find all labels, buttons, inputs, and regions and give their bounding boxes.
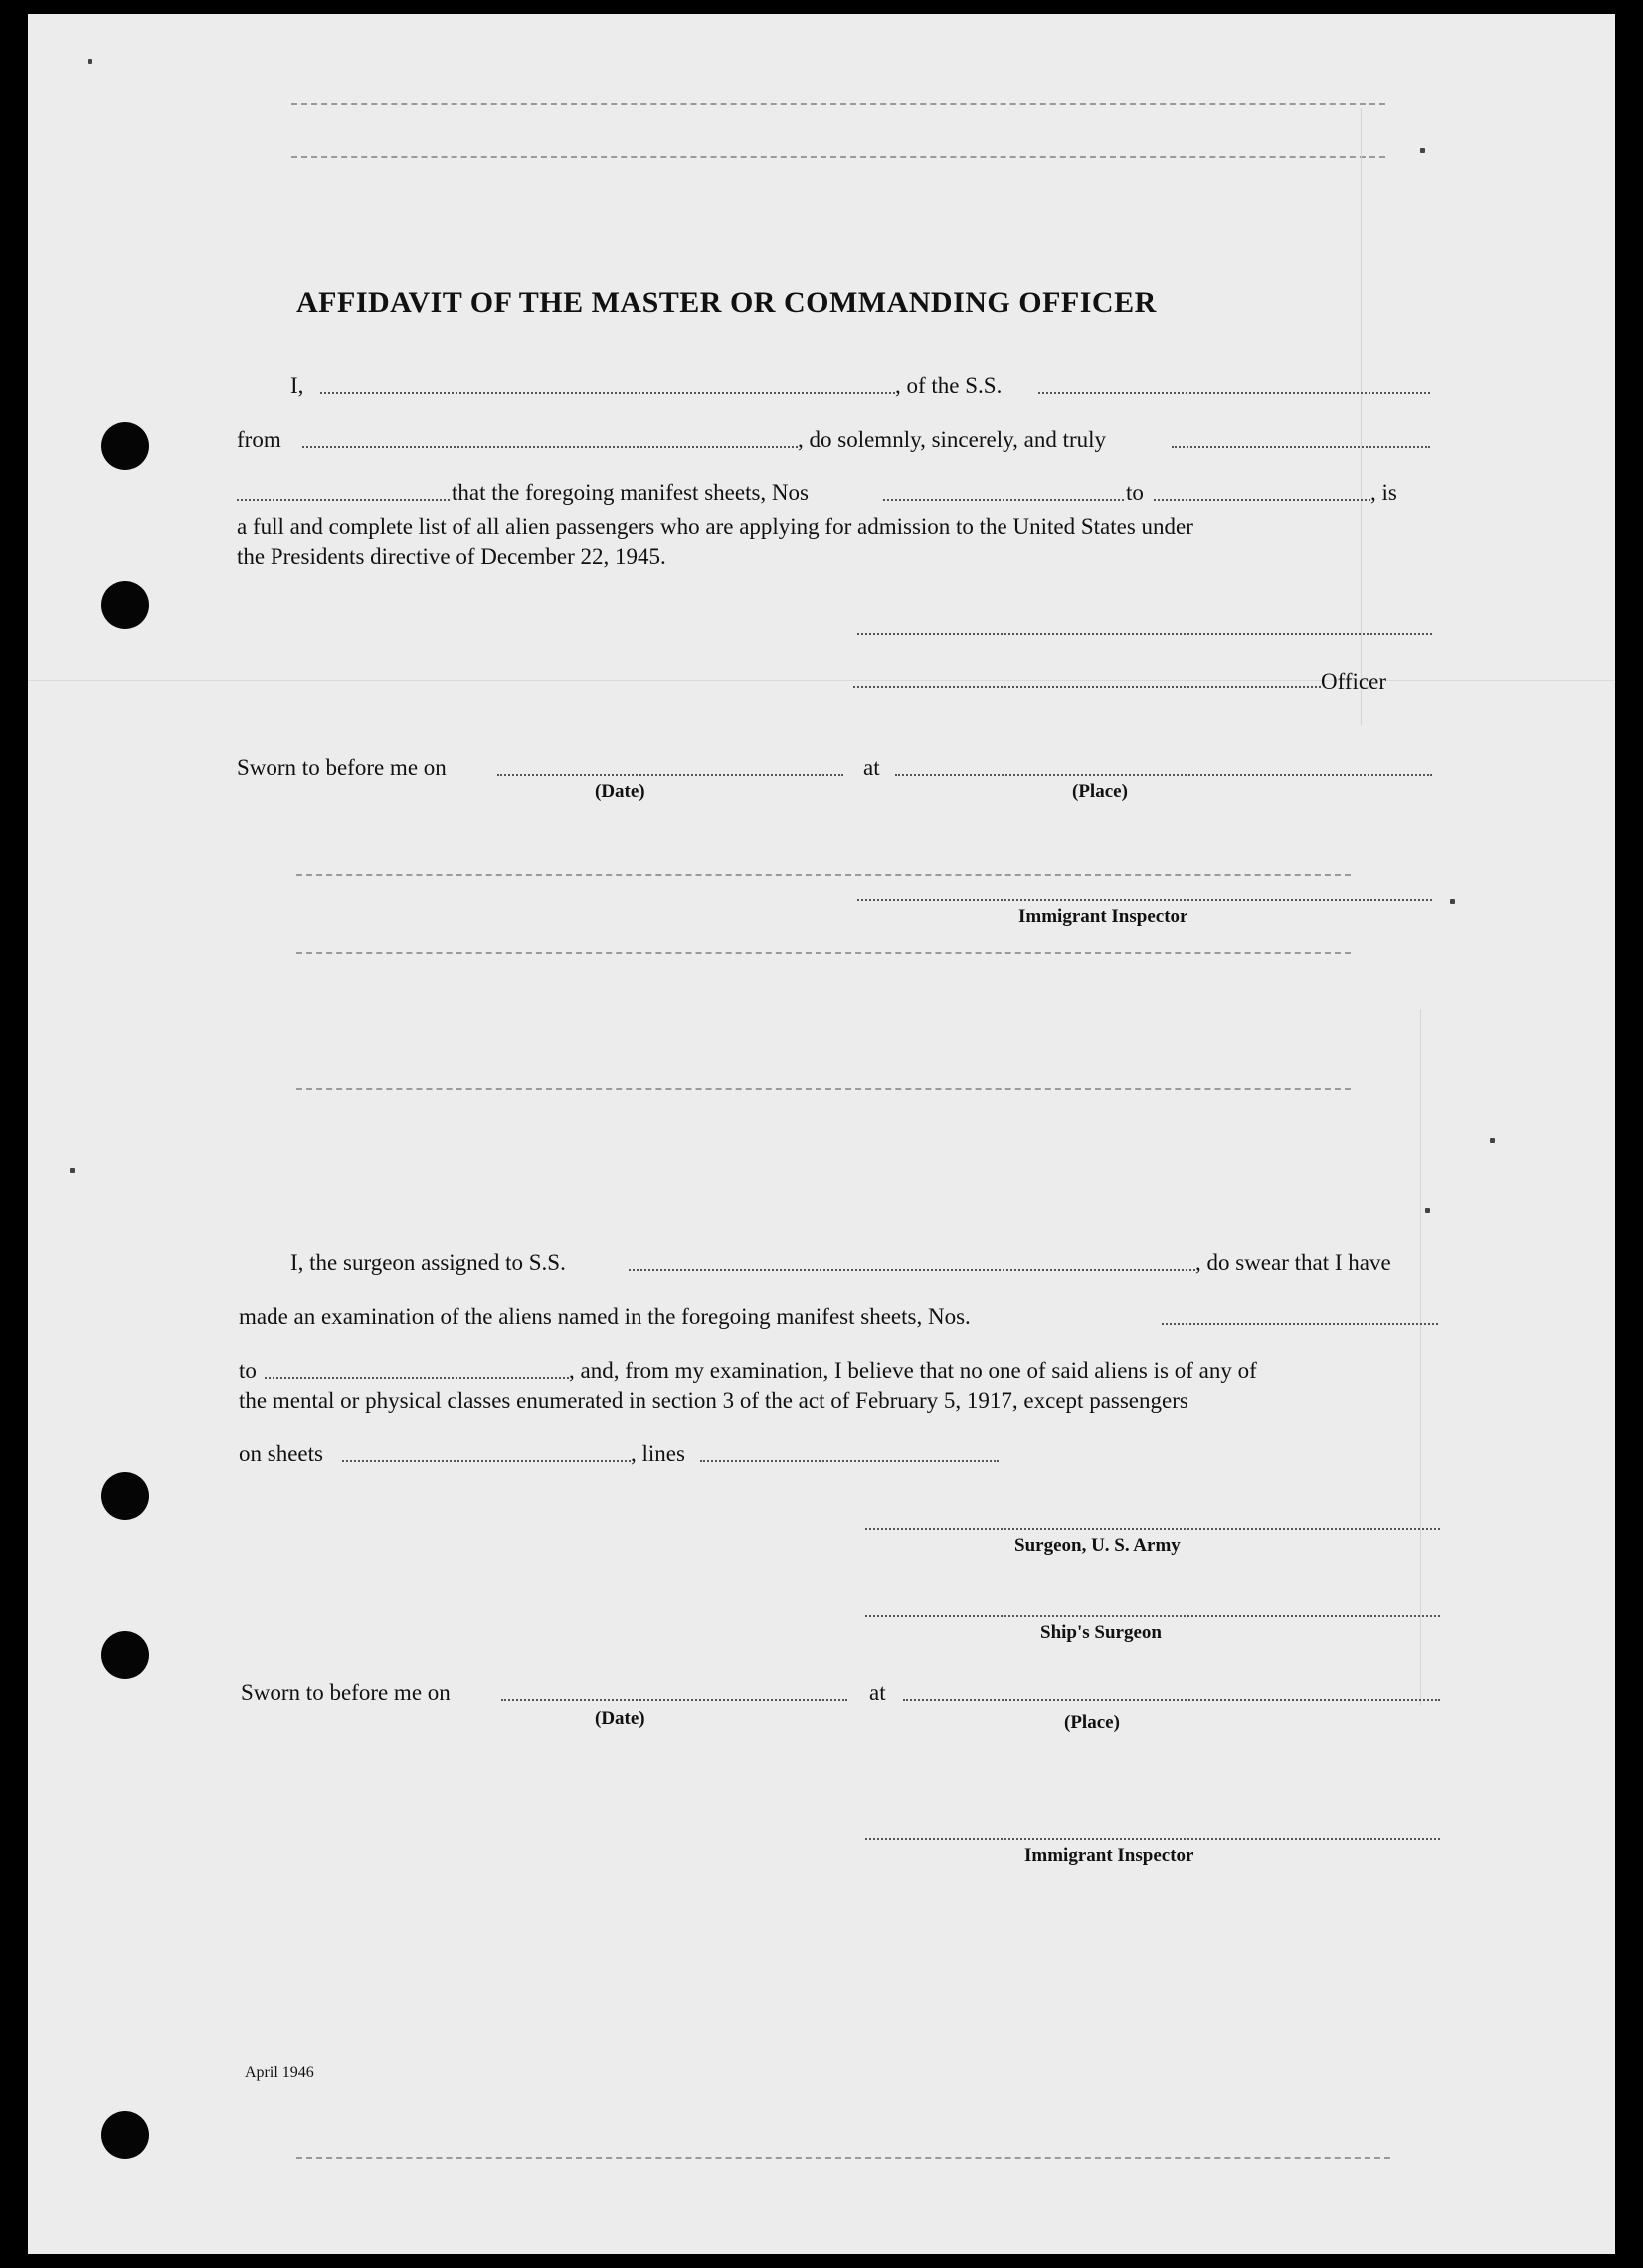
officer-label: Officer (1321, 669, 1386, 694)
surgeon-belief-line: , and, from my examination, I believe that no one of said aliens is of any of (569, 1358, 1257, 1383)
bleed-rule (296, 952, 1351, 954)
surgeon-sheets-field[interactable] (342, 1460, 631, 1462)
master-sheet-from-field[interactable] (883, 499, 1124, 501)
surgeon-date-caption: (Date) (595, 1708, 645, 1729)
surgeon-place-caption: (Place) (1064, 1712, 1120, 1733)
master-from-label: from (237, 427, 281, 452)
master-sworn-date-field[interactable] (497, 774, 843, 776)
bleed-rule (296, 2157, 1390, 2159)
master-ship-field[interactable] (1038, 392, 1430, 394)
army-surgeon-caption: Surgeon, U. S. Army (1014, 1535, 1181, 1556)
master-place-caption: (Place) (1072, 781, 1128, 802)
form-edition-date: April 1946 (245, 2064, 314, 2081)
officer-signature-field-2[interactable] (853, 686, 1321, 688)
master-sworn-place-field[interactable] (895, 774, 1432, 776)
form-title: AFFIDAVIT OF THE MASTER OR COMMANDING OFFICER (296, 286, 1157, 319)
speck (70, 1168, 75, 1173)
surgeon-lines-label: , lines (631, 1441, 685, 1466)
surgeon-sworn-date-field[interactable] (501, 1699, 847, 1701)
master-directive-line: the Presidents directive of December 22, 1945. (237, 544, 666, 569)
surgeon-exam-label: made an examination of the aliens named in the foregoing manifest sheets, Nos. (239, 1304, 971, 1329)
surgeon-swear-label: , do swear that I have (1195, 1250, 1391, 1275)
bleed-column (1420, 1009, 1421, 1705)
surgeon-sworn-label: Sworn to before me on (241, 1680, 451, 1705)
ships-surgeon-signature-field[interactable] (865, 1615, 1440, 1617)
punch-hole (101, 422, 149, 470)
master-oath-field[interactable] (1172, 446, 1430, 448)
master-sheet-to-field[interactable] (1154, 499, 1370, 501)
punch-hole (101, 581, 149, 629)
master-sworn-label: Sworn to before me on (237, 755, 447, 780)
master-to-label: to (1126, 480, 1144, 505)
officer-signature-field-1[interactable] (857, 633, 1432, 635)
surgeon-sheets-label: on sheets (239, 1441, 323, 1466)
speck (1450, 899, 1455, 904)
bleed-rule (296, 874, 1351, 876)
surgeon-at-label: at (869, 1680, 886, 1705)
master-statement-line: a full and complete list of all alien passengers who are applying for admission to the United States under (237, 514, 1193, 539)
surgeon-inspector-caption: Immigrant Inspector (1024, 1845, 1194, 1866)
master-swear-label: , do solemnly, sincerely, and truly (798, 427, 1107, 452)
bleed-rule (296, 1088, 1351, 1090)
master-inspector-signature-field[interactable] (857, 899, 1432, 901)
master-manifest-label: that the foregoing manifest sheets, Nos (452, 480, 809, 505)
surgeon-sheet-to-field[interactable] (265, 1377, 569, 1379)
speck (1490, 1138, 1495, 1143)
punch-hole (101, 1631, 149, 1679)
surgeon-lines-field[interactable] (700, 1460, 999, 1462)
master-i-label: I, (290, 373, 304, 398)
army-surgeon-signature-field[interactable] (865, 1528, 1440, 1530)
surgeon-intro-label: I, the surgeon assigned to S.S. (290, 1250, 566, 1275)
speck (1425, 1208, 1430, 1213)
surgeon-classes-line: the mental or physical classes enumerated in section 3 of the act of February 5, 1917, except passengers (239, 1388, 1188, 1413)
ships-surgeon-caption: Ship's Surgeon (1040, 1622, 1162, 1643)
master-oath-verb-field[interactable] (237, 499, 450, 501)
punch-hole (101, 1472, 149, 1520)
master-name-field[interactable] (320, 392, 895, 394)
master-inspector-caption: Immigrant Inspector (1018, 906, 1188, 927)
master-of-ss-label: , of the S.S. (895, 373, 1003, 398)
punch-hole (101, 2111, 149, 2159)
surgeon-sworn-place-field[interactable] (903, 1699, 1440, 1701)
surgeon-inspector-signature-field[interactable] (865, 1838, 1440, 1840)
bleed-rule (291, 103, 1385, 105)
form-sheet (28, 14, 1615, 2254)
master-from-field[interactable] (302, 446, 798, 448)
master-date-caption: (Date) (595, 781, 645, 802)
surgeon-sheet-from-field[interactable] (1162, 1323, 1438, 1325)
surgeon-ship-field[interactable] (629, 1269, 1195, 1271)
master-at-label: at (863, 755, 880, 780)
speck (88, 59, 92, 64)
speck (1420, 148, 1425, 153)
surgeon-to-label: to (239, 1358, 257, 1383)
bleed-rule (291, 156, 1385, 158)
master-is-label: , is (1370, 480, 1397, 505)
